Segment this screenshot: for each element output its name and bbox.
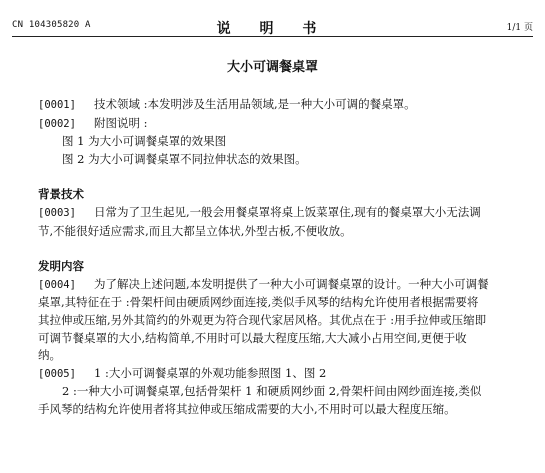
- publication-number: CN 104305820 A: [12, 20, 91, 30]
- paragraph-0003: [38, 204, 514, 223]
- paragraph-tag: [0004]: [38, 278, 76, 291]
- paragraph-0004-cont: 其拉伸或压缩,另外其简约的外观更为符合现代家居风格。其优点在于 :用手拉伸或压缩即: [38, 312, 487, 327]
- paragraph-0001: [38, 96, 514, 115]
- paragraph-text: 技术领域 :本发明涉及生活用品领域,是一种大小可调的餐桌罩。: [94, 97, 416, 111]
- paragraph-tag: [0002]: [38, 117, 76, 130]
- section-heading-invention: 发明内容: [38, 259, 84, 274]
- paragraph-0005-item-2: 2 :一种大小可调餐桌罩,包括骨架杆 1 和硬质网纱面 2,骨架杆间由网纱面连接,类似: [62, 384, 482, 399]
- page-header: [12, 18, 533, 37]
- paragraph-text: 1 :大小可调餐桌罩的外观功能参照图 1、图 2: [94, 365, 327, 380]
- paragraph-0002: [38, 115, 514, 134]
- section-heading-background: 背景技术: [38, 187, 84, 202]
- header-divider: [12, 36, 533, 37]
- paragraph-text: 为了解决上述问题,本发明提供了一种大小可调餐桌罩的设计。一种大小可调餐: [94, 276, 489, 291]
- paragraph-tag: [0001]: [38, 99, 76, 111]
- document-title: 大小可调餐桌罩: [226, 60, 318, 75]
- paragraph-0004-cont: 桌罩,其特征在于 :骨架杆间由硬质网纱面连接,类似手风琴的结构允许使用者根据需要将: [38, 295, 479, 310]
- document-body: [38, 96, 514, 419]
- page-number: 1/1 页: [506, 23, 533, 33]
- paragraph-0005-cont: 手风琴的结构允许使用者将其拉伸或压缩成需要的大小,不用时可以最大程度压缩。: [38, 401, 456, 416]
- paragraph-tag: [0005]: [38, 367, 76, 380]
- paragraph-0004-cont: 可调节餐桌罩的大小,结构简单,不用时可以最大程度压缩,大大减小占用空间,更便于收: [38, 330, 467, 345]
- paragraph-0004: [38, 276, 514, 295]
- paragraph-0005: [38, 365, 514, 384]
- paragraph-text: 附图说明 :: [94, 115, 148, 130]
- paragraph-0004-cont: 纳。: [38, 348, 61, 363]
- figure-caption-2: 图 2 为大小可调餐桌罩不同拉伸状态的效果图。: [62, 151, 307, 166]
- paragraph-text: 日常为了卫生起见,一般会用餐桌罩将桌上饭菜罩住,现有的餐桌罩大小无法调: [94, 204, 481, 219]
- figure-caption-1: 图 1 为大小可调餐桌罩的效果图: [62, 134, 227, 149]
- header-title: 说 明 书: [216, 21, 329, 37]
- paragraph-tag: [0003]: [38, 206, 76, 219]
- paragraph-0003-cont: 节,不能很好适应需求,而且大都呈立体状,外型古板,不便收放。: [38, 223, 352, 238]
